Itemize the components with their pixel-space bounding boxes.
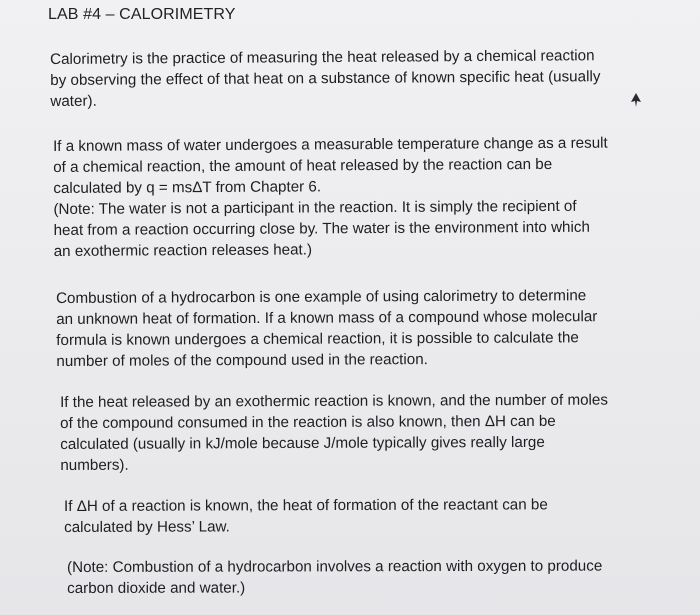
paragraph-line: Combustion of a hydrocarbon is one example of using calorimetry to determine	[56, 287, 587, 307]
paragraph-line: number of moles of the compound used in the reaction.	[56, 351, 428, 370]
paragraph-line: an exothermic reaction releases heat.)	[53, 241, 313, 260]
paragraph-line: carbon dioxide and water.)	[67, 579, 246, 597]
paragraph-line: calculated (usually in kJ/mole because J/mole typically gives really large	[60, 433, 545, 453]
paragraph-line: by observing the effect of that heat on a substance of known specific heat (usually	[50, 68, 601, 89]
paragraph-line: an unknown heat of formation. If a known mass of a compound whose molecular	[56, 308, 598, 328]
mouse-pointer-icon	[630, 93, 642, 107]
paragraph-line: If a known mass of water undergoes a measurable temperature change as a result	[53, 134, 608, 155]
paragraph-heat-calculation	[53, 133, 608, 262]
paragraph-line: If the heat released by an exothermic reaction is known, and the number of moles	[60, 391, 608, 411]
paragraph-line: water).	[50, 92, 97, 110]
paragraph-line: calculated by Hess’ Law.	[64, 518, 230, 536]
paragraph-definition	[50, 45, 601, 112]
paragraph-line: formula is known undergoes a chemical reaction, it is possible to calculate the	[56, 329, 579, 349]
paragraph-line: numbers).	[60, 456, 129, 474]
paragraph-line: Calorimetry is the practice of measuring the heat released by a chemical reaction	[50, 47, 595, 68]
paragraph-line: of a chemical reaction, the amount of heat released by the reaction can be	[53, 155, 553, 176]
paragraph-line: (Note: Combustion of a hydrocarbon involves a reaction with oxygen to produce	[67, 557, 603, 576]
paragraph-line: calculated by q = msΔT from Chapter 6.	[53, 178, 322, 197]
paragraph-line: heat from a reaction occurring close by. The water is the environment into which	[53, 218, 590, 239]
paragraph-line: (Note: The water is not a participant in the reaction. It is simply the recipient of	[53, 197, 577, 218]
page-title: LAB #4 – CALORIMETRY	[48, 6, 236, 23]
paragraph-line: of the compound consumed in the reaction is also known, then ΔH can be	[60, 412, 556, 432]
paragraph-line: If ΔH of a reaction is known, the heat of formation of the reactant can be	[64, 496, 548, 515]
paragraph-delta-h	[60, 390, 608, 476]
paragraph-combustion-note	[67, 556, 602, 599]
paragraph-hess-law	[64, 494, 548, 538]
paragraph-combustion	[56, 285, 598, 372]
